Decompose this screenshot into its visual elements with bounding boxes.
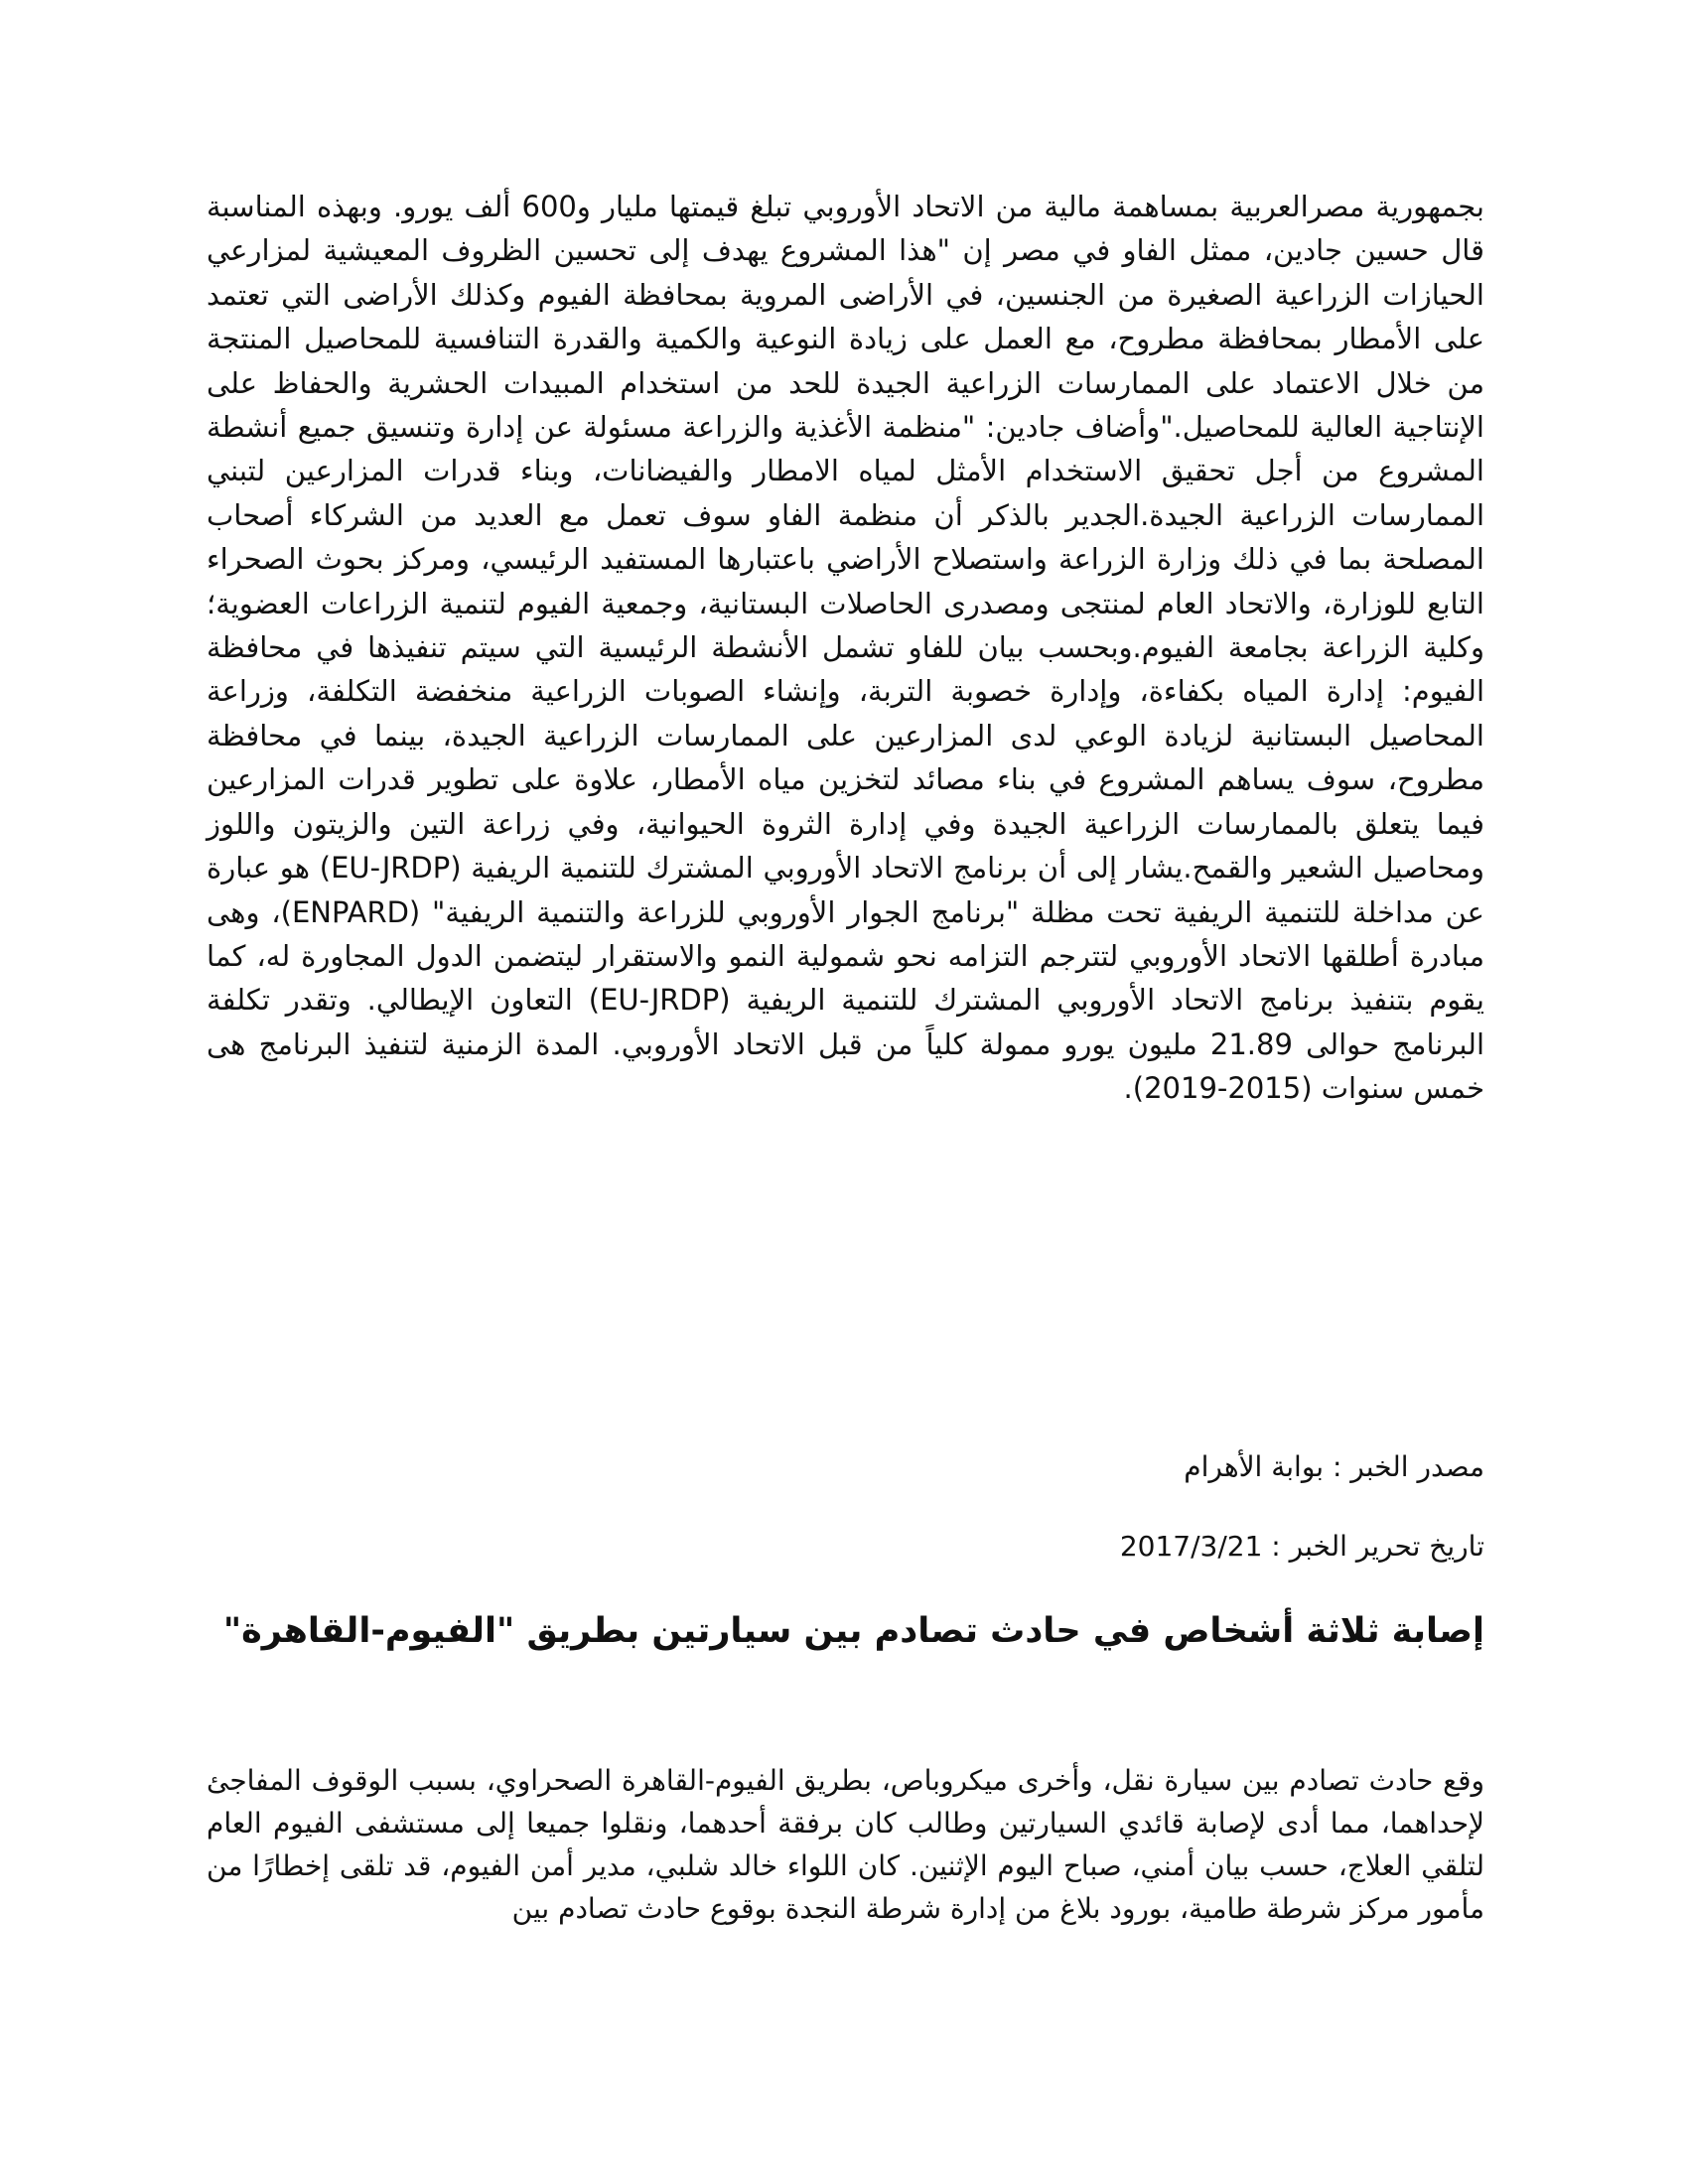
article-body-accident: وقع حادث تصادم بين سيارة نقل، وأخرى ميكروباص، بطريق الفيوم-القاهرة الصحراوي، بسبب الوقوف المفاجئ لإحداهما، مما أدى لإصابة قائدي السيارتين وطالب كان برفقة أحدهما، ونقلوا جميعا إلى مستشفى الفيوم العام لتلقي العلاج، حسب بيان أمني، صباح اليوم الإثنين. كان اللواء خالد شلبي، مدير أمن الفيوم، قد تلقى إخطارًا من مأمور مركز شرطة طامية، بورود بلاغ من إدارة شرطة النجدة بوقوع حادث تصادم بين [207,1764,1484,1925]
article-headline: إصابة ثلاثة أشخاص في حادث تصادم بين سيارتين بطريق "الفيوم-القاهرة" [222,1611,1484,1651]
news-source-line: مصدر الخبر : بوابة الأهرام [1184,1450,1484,1483]
news-date-line: تاريخ تحرير الخبر : 2017/3/21 [1119,1530,1484,1563]
article-body-fao-project: بجمهورية مصرالعربية بمساهمة مالية من الاتحاد الأوروبي تبلغ قيمتها مليار و600 ألف يورو. وبهذه المناسبة قال حسين جادين، ممثل الفاو في مصر إن "هذا المشروع يهدف إلى تحسين الظروف المعيشية لمزارعي الحيازات الزراعية الصغيرة من الجنسين، في الأراضى المروية بمحافظة الفيوم وكذلك الأراضى التي تعتمد على الأمطار بمحافظة مطروح، مع العمل على زيادة النوعية والكمية والقدرة التنافسية للمحاصيل المنتجة من خلال الاعتماد على الممارسات الزراعية الجيدة للحد من استخدام المبيدات الحشرية والحفاظ على الإنتاجية العالية للمحاصيل."وأضاف جادين: "منظمة الأغذية والزراعة مسئولة عن إدارة وتنسيق جميع أنشطة المشروع من أجل تحقيق الاستخدام الأمثل لمياه الامطار والفيضانات، وبناء قدرات المزارعين لتبني الممارسات الزراعية الجيدة.الجدير بالذكر أن منظمة الفاو سوف تعمل مع العديد من الشركاء أصحاب المصلحة بما في ذلك وزارة الزراعة واستصلاح الأراضي باعتبارها المستفيد الرئيسي، ومركز بحوث الصحراء التابع للوزارة، والاتحاد العام لمنتجى ومصدرى الحاصلات البستانية، وجمعية الفيوم لتنمية الزراعات العضوية؛ وكلية الزراعة بجامعة الفيوم.وبحسب بيان للفاو تشمل الأنشطة الرئيسية التي سيتم تنفيذها في محافظة الفيوم: إدارة المياه بكفاءة، وإدارة خصوبة التربة، وإنشاء الصوبات الزراعية منخفضة التكلفة، وزراعة المحاصيل البستانية لزيادة الوعي لدى المزارعين على الممارسات الزراعية الجيدة، بينما في محافظة مطروح، سوف يساهم المشروع في بناء مصائد لتخزين مياه الأمطار، علاوة على تطوير قدرات المزارعين فيما يتعلق بالممارسات الزراعية الجيدة وفي إدارة الثروة الحيوانية، وفي زراعة التين والزيتون واللوز ومحاصيل الشعير والقمح.يشار إلى أن برنامج الاتحاد الأوروبي المشترك للتنمية الريفية (EU-JRDP) هو عبارة عن مداخلة للتنمية الريفية تحت مظلة "برنامج الجوار الأوروبي للزراعة والتنمية الريفية" (ENPARD)، وهى مبادرة أطلقها الاتحاد الأوروبي لتترجم التزامه نحو شمولية النمو والاستقرار ليتضمن الدول المجاورة له، كما يقوم بتنفيذ برنامج الاتحاد الأوروبي المشترك للتنمية الريفية (EU-JRDP) التعاون الإيطالي. وتقدر تكلفة البرنامج حوالى 21.89 مليون يورو ممولة كلياً من قبل الاتحاد الأوروبي. المدة الزمنية لتنفيذ البرنامج هى خمس سنوات (2015-2019). [207,190,1485,1106]
